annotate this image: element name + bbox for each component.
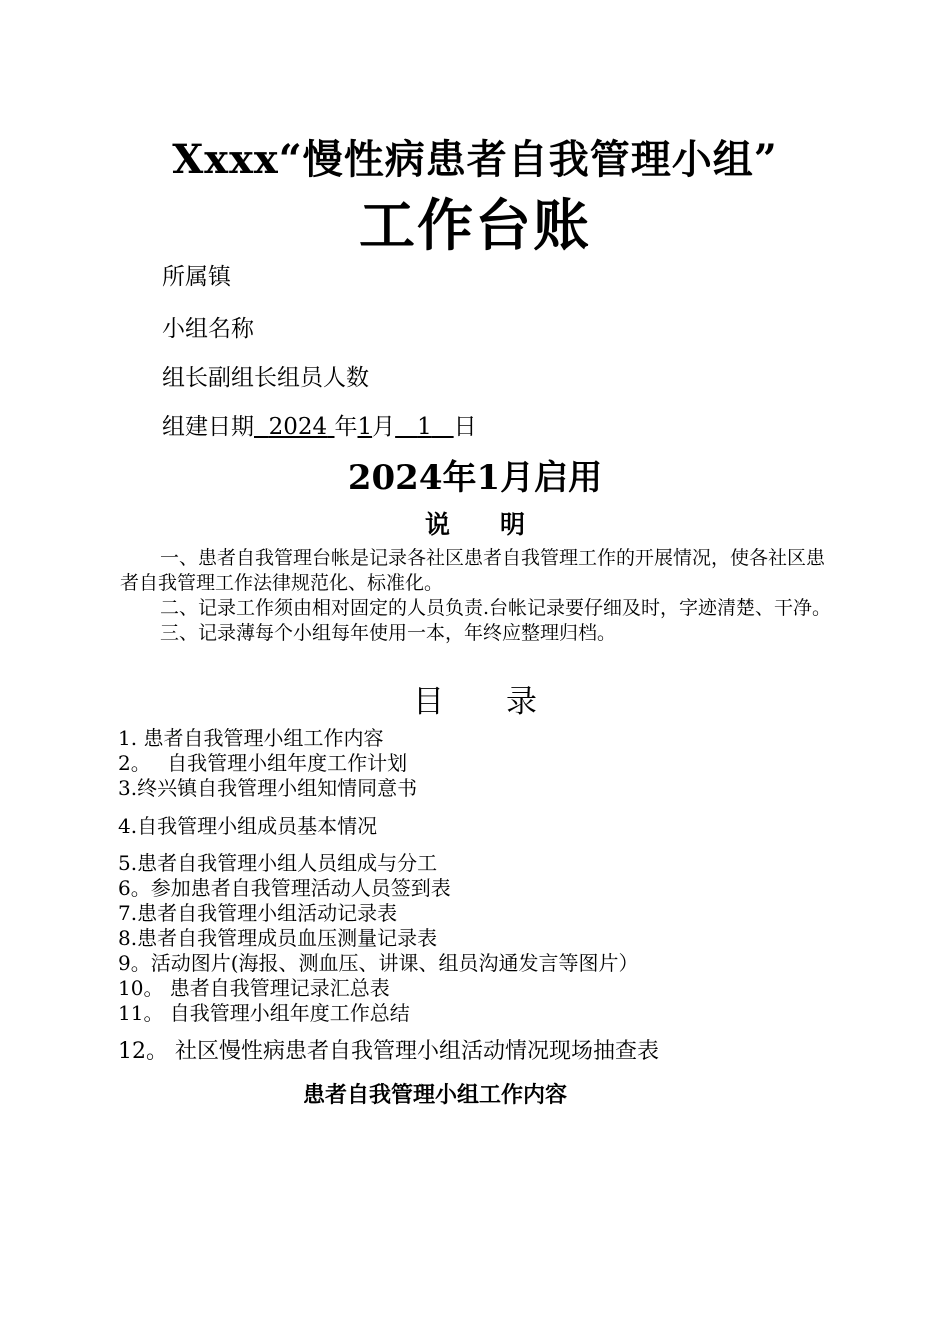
toc-item: 12。 社区慢性病患者自我管理小组活动情况现场抽查表 — [118, 1039, 659, 1064]
note-item: 一、患者自我管理台帐是记录各社区患者自我管理工作的开展情况，使各社区患者自我管理工作法律规范化、标准化。 — [120, 547, 826, 594]
notes-body — [120, 546, 840, 646]
toc-item: 1. 患者自我管理小组工作内容 — [118, 726, 384, 750]
notes-heading: 说 明 — [424, 510, 525, 539]
ledger-subtitle: 工作台账 — [359, 194, 591, 259]
toc-item: 5.患者自我管理小组人员组成与分工 — [118, 851, 438, 875]
start-date-line: 2024年1月启用 — [347, 458, 603, 498]
ledger-title: Xxxx“慢性病患者自我管理小组” — [172, 136, 778, 183]
toc-item: 2。 自我管理小组年度工作计划 — [118, 751, 408, 775]
toc-item: 3.终兴镇自我管理小组知情同意书 — [118, 776, 418, 800]
toc-item: 4.自我管理小组成员基本情况 — [118, 814, 378, 838]
toc-item: 9。活动图片(海报、测血压、讲课、组员沟通发言等图片） — [118, 951, 639, 975]
note-item: 二、记录工作须由相对固定的人员负责.台帐记录要仔细及时，字迹清楚、干净。 — [160, 597, 832, 619]
group-name-field: 小组名称 — [162, 316, 254, 342]
founded-day: 1 — [417, 414, 432, 440]
toc-heading: 目 录 — [413, 684, 537, 720]
toc-item: 8.患者自我管理成员血压测量记录表 — [118, 926, 438, 950]
month-unit: 月 — [372, 414, 396, 440]
toc-item: 10。 患者自我管理记录汇总表 — [118, 976, 390, 1000]
founded-month: 1 — [357, 414, 373, 440]
section-title: 患者自我管理小组工作内容 — [302, 1083, 567, 1108]
note-item: 三、记录薄每个小组每年使用一本，年终应整理归档。 — [160, 622, 617, 644]
toc-item: 11。 自我管理小组年度工作总结 — [118, 1001, 410, 1025]
founded-year: 2024 — [268, 414, 328, 440]
toc-item: 6。参加患者自我管理活动人员签到表 — [118, 876, 451, 900]
founded-date-label: 组建日期 — [162, 414, 254, 440]
toc-item: 7.患者自我管理小组活动记录表 — [118, 901, 398, 925]
day-unit: 日 — [453, 414, 477, 440]
year-unit: 年 — [334, 414, 358, 440]
members-field: 组长副组长组员人数 — [162, 365, 369, 391]
founded-date-field — [162, 408, 477, 441]
town-field: 所属镇 — [162, 264, 231, 290]
